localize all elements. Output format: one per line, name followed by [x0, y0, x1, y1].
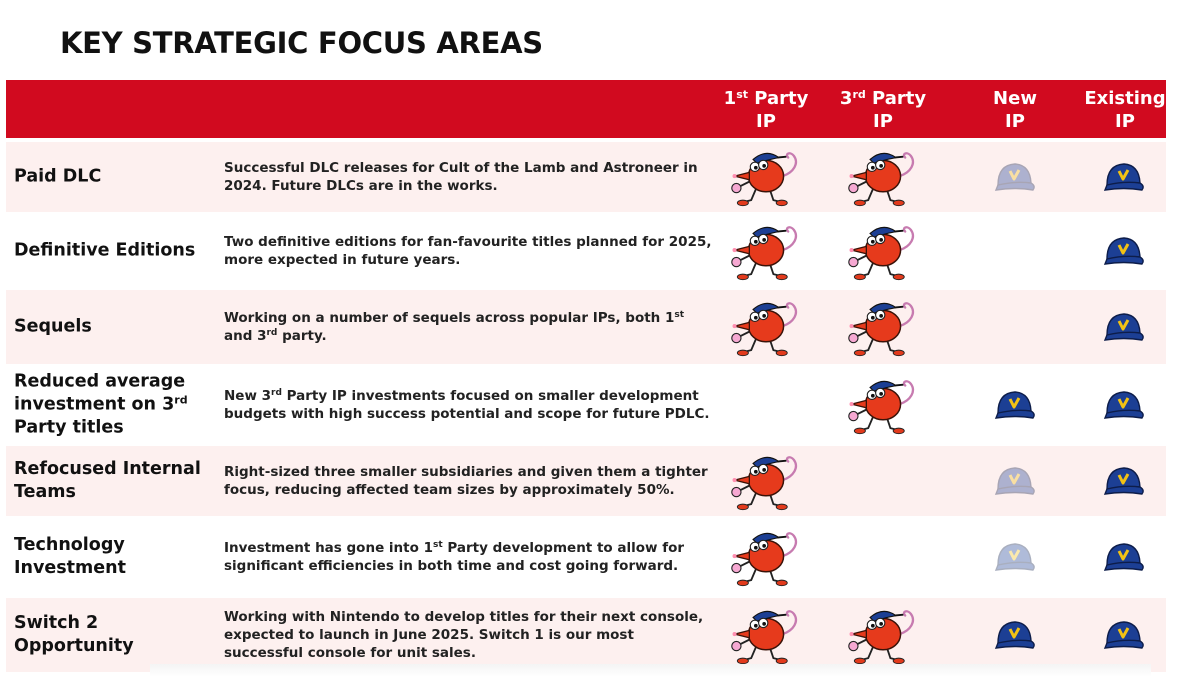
- column-header-3rd-party-ip: 3rd Party IP: [839, 88, 927, 132]
- cell-mascot: [823, 598, 943, 672]
- cell-cap: [1064, 142, 1184, 212]
- mascot-icon: [846, 144, 920, 210]
- mascot-icon: [729, 602, 803, 668]
- mascot-icon: [729, 144, 803, 210]
- mascot-icon: [846, 602, 920, 668]
- mascot-icon: [729, 524, 803, 590]
- table-row: [6, 446, 1166, 516]
- cell-cap-faded: [955, 446, 1075, 516]
- cell-cap: [1064, 598, 1184, 672]
- cell-none: [955, 290, 1075, 364]
- table-row: [6, 598, 1166, 672]
- cell-mascot: [823, 142, 943, 212]
- bottom-shadow: [150, 664, 1151, 677]
- mascot-icon: [729, 218, 803, 284]
- mascot-icon: [846, 372, 920, 438]
- cell-mascot: [706, 290, 826, 364]
- row-description: Successful DLC releases for Cult of the Lamb and Astroneer in 2024. Future DLCs are in the works.: [224, 160, 698, 194]
- cell-cap: [1064, 368, 1184, 442]
- cell-mascot: [706, 142, 826, 212]
- mascot-icon: [729, 294, 803, 360]
- row-label: Refocused Internal Teams: [14, 459, 201, 502]
- row-description: Working on a number of sequels across popular IPs, both 1st and 3rd party.: [224, 310, 685, 344]
- column-header-existing-ip: Existing IP: [1084, 88, 1166, 132]
- table-row: [6, 520, 1166, 594]
- cell-cap: [1064, 446, 1184, 516]
- table-row: [6, 216, 1166, 286]
- cap-icon: [993, 617, 1037, 653]
- cell-mascot: [823, 368, 943, 442]
- table-row: [6, 290, 1166, 364]
- row-label: Reduced average investment on 3rd Party titles: [14, 371, 188, 438]
- column-header-1st-party-ip: 1st Party IP: [723, 88, 809, 132]
- cell-cap: [1064, 290, 1184, 364]
- cap-icon: [993, 159, 1037, 195]
- cell-cap: [955, 598, 1075, 672]
- cell-mascot: [706, 446, 826, 516]
- cap-icon: [1102, 159, 1146, 195]
- cap-icon: [1102, 233, 1146, 269]
- cell-cap: [1064, 520, 1184, 594]
- row-description: Investment has gone into 1st Party development to allow for significant efficiencies in both time and cost going forward.: [224, 540, 684, 574]
- cell-none: [706, 368, 826, 442]
- cell-mascot: [823, 290, 943, 364]
- cap-icon: [1102, 539, 1146, 575]
- cap-icon: [993, 539, 1037, 575]
- cell-cap: [955, 368, 1075, 442]
- cell-none: [823, 446, 943, 516]
- mascot-icon: [846, 218, 920, 284]
- cell-mascot: [706, 216, 826, 286]
- cap-icon: [1102, 463, 1146, 499]
- cap-icon: [993, 463, 1037, 499]
- page-title: KEY STRATEGIC FOCUS AREAS: [60, 26, 543, 60]
- row-label: Switch 2 Opportunity: [14, 613, 134, 656]
- cell-mascot: [706, 520, 826, 594]
- focus-areas-table: [6, 80, 1166, 672]
- cell-cap-faded: [955, 520, 1075, 594]
- table-row: [6, 142, 1166, 212]
- row-label: Paid DLC: [14, 166, 102, 187]
- table-row: [6, 368, 1166, 442]
- mascot-icon: [729, 448, 803, 514]
- column-header-new-ip: New IP: [993, 88, 1037, 132]
- row-description: Two definitive editions for fan-favourite titles planned for 2025, more expected in future years.: [224, 234, 712, 268]
- cell-cap: [1064, 216, 1184, 286]
- table-header: [6, 80, 1166, 138]
- mascot-icon: [846, 294, 920, 360]
- row-label: Sequels: [14, 316, 92, 337]
- row-label: Definitive Editions: [14, 240, 196, 261]
- row-label: Technology Investment: [14, 535, 126, 578]
- cap-icon: [1102, 617, 1146, 653]
- cell-mascot: [823, 216, 943, 286]
- cap-icon: [993, 387, 1037, 423]
- cell-none: [823, 520, 943, 594]
- row-description: Working with Nintendo to develop titles for their next console, expected to launch in June 2025. Switch 1 is our most successful console for unit sales.: [224, 609, 704, 661]
- cell-mascot: [706, 598, 826, 672]
- cell-cap-faded: [955, 142, 1075, 212]
- cell-none: [955, 216, 1075, 286]
- row-description: Right-sized three smaller subsidiaries and given them a tighter focus, reducing affected team sizes by approximately 50%.: [224, 464, 708, 498]
- cap-icon: [1102, 387, 1146, 423]
- row-description: New 3rd Party IP investments focused on smaller development budgets with high success potential and scope for future PDLC.: [224, 388, 710, 422]
- cap-icon: [1102, 309, 1146, 345]
